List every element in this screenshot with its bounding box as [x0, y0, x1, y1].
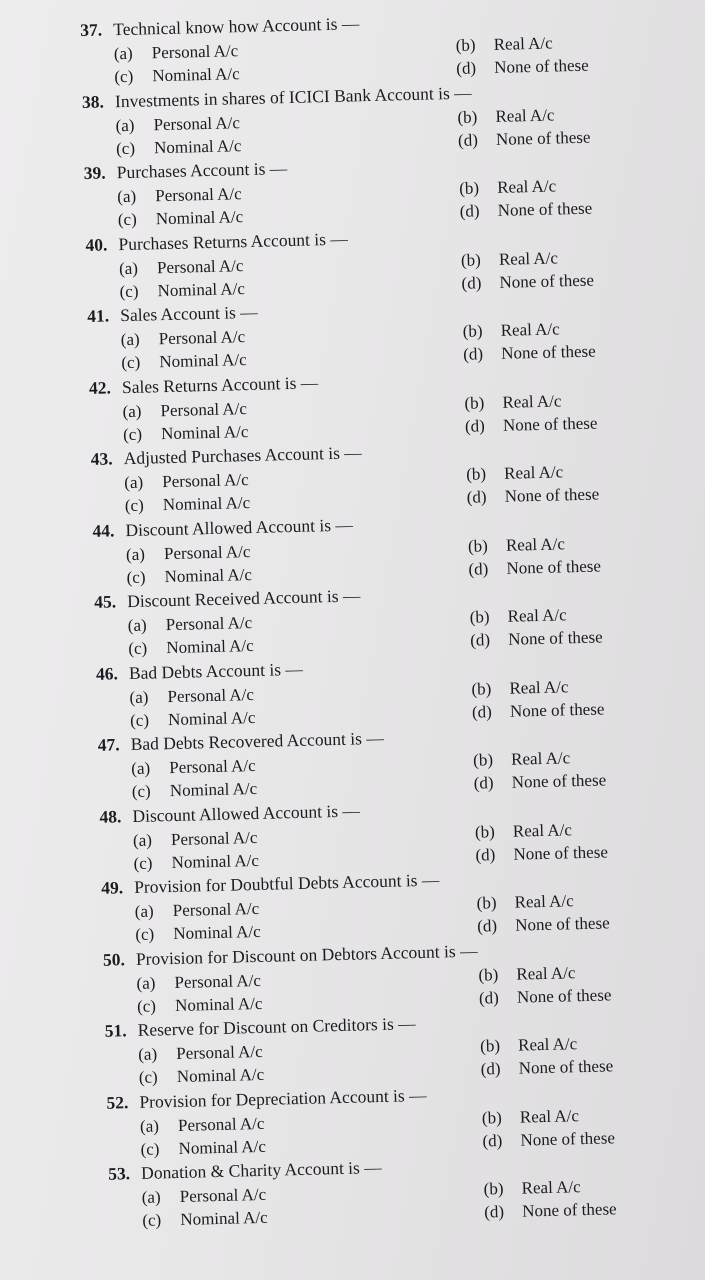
question-number: 39. — [83, 162, 106, 183]
option-b — [475, 820, 572, 842]
option-text: Real A/c — [517, 1034, 578, 1055]
option-text: Personal A/c — [169, 755, 256, 778]
question-text: Discount Allowed Account is — — [132, 799, 361, 826]
question-number: 46. — [95, 662, 119, 684]
option-label: (a) — [115, 115, 135, 135]
option-text: Personal A/c — [151, 41, 239, 63]
question-text: Discount Received Account is — — [126, 585, 361, 612]
option-text: Personal A/c — [160, 398, 248, 420]
option-c — [128, 636, 254, 659]
option-label: (c) — [124, 495, 144, 516]
option-text: Nominal A/c — [173, 921, 261, 944]
question-text: Bad Debts Account is — — [128, 658, 304, 683]
option-text: None of these — [494, 55, 589, 77]
option-b — [483, 1177, 580, 1199]
option-label: (c) — [142, 1210, 162, 1230]
question-text: Sales Returns Account is — — [121, 371, 319, 397]
option-label: (c) — [128, 638, 148, 659]
option-a — [128, 613, 253, 636]
option-text: Personal A/c — [162, 470, 249, 492]
option-label: (a) — [113, 43, 133, 64]
option-text: Nominal A/c — [169, 778, 258, 801]
question-number: 53. — [107, 1163, 131, 1184]
option-text: Personal A/c — [153, 112, 241, 134]
option-label: (d) — [483, 1202, 505, 1222]
option-a — [114, 41, 239, 64]
question-text: Sales Account is — — [119, 301, 258, 326]
option-label: (d) — [482, 1130, 503, 1151]
option-text: None of these — [521, 1199, 617, 1221]
option-text: Personal A/c — [179, 1184, 267, 1206]
option-a — [136, 970, 261, 993]
option-label: (a) — [120, 329, 140, 350]
option-a — [126, 542, 251, 565]
option-c — [142, 1208, 268, 1231]
option-c — [123, 422, 249, 445]
option-text: Real A/c — [519, 1105, 580, 1127]
option-label: (a) — [131, 758, 151, 779]
question-number: 44. — [92, 519, 115, 541]
question-number: 37. — [79, 19, 103, 41]
option-d — [458, 127, 591, 150]
option-text: Nominal A/c — [157, 278, 246, 300]
question-text: Purchases Account is — — [116, 158, 288, 183]
option-label: (b) — [464, 392, 485, 413]
option-label: (b) — [478, 964, 499, 985]
question-text: Investments in shares of ICICI Bank Account is — — [114, 82, 472, 111]
option-label: (d) — [480, 1059, 501, 1079]
option-d — [482, 1128, 615, 1151]
question-number: 50. — [102, 948, 126, 970]
option-label: (c) — [119, 281, 139, 301]
question-number: 51. — [104, 1020, 127, 1041]
option-label: (c) — [140, 1138, 160, 1159]
option-label: (c) — [114, 66, 134, 87]
option-text: Real A/c — [510, 748, 571, 769]
option-label: (b) — [483, 1179, 504, 1199]
question-number: 38. — [81, 90, 105, 112]
option-text: None of these — [516, 984, 612, 1007]
option-text: None of these — [520, 1127, 616, 1150]
option-d — [477, 913, 610, 936]
option-text: Real A/c — [498, 247, 559, 269]
option-a — [133, 827, 258, 850]
option-text: Nominal A/c — [166, 635, 254, 658]
option-a — [115, 113, 240, 136]
option-c — [126, 565, 252, 588]
option-text: None of these — [509, 698, 605, 721]
option-text: Nominal A/c — [159, 350, 247, 372]
option-label: (c) — [135, 924, 155, 944]
option-c — [119, 279, 245, 302]
question-number: 42. — [88, 376, 112, 398]
option-text: None of these — [511, 770, 607, 792]
option-c — [114, 64, 240, 87]
option-label: (b) — [474, 821, 495, 842]
question-text: Donation & Charity Account is — — [140, 1157, 382, 1183]
question-text: Technical know how Account is — — [112, 13, 360, 40]
question-stem — [89, 372, 319, 399]
option-b — [466, 462, 563, 484]
option-text: Personal A/c — [177, 1113, 265, 1135]
option-b — [469, 605, 566, 627]
option-d — [470, 627, 603, 650]
question-list — [0, 5, 705, 1237]
option-text: None of these — [508, 627, 603, 649]
question-text: Bad Debts Recovered Account is — — [130, 727, 385, 755]
option-b — [461, 248, 558, 270]
option-text: Nominal A/c — [180, 1207, 268, 1229]
option-label: (b) — [462, 321, 483, 341]
option-text: Nominal A/c — [171, 850, 260, 872]
option-c — [140, 1136, 266, 1159]
option-label: (c) — [133, 853, 153, 873]
option-text: Real A/c — [495, 104, 555, 126]
option-label: (d) — [471, 701, 493, 722]
option-a — [117, 184, 242, 207]
question-number: 45. — [93, 591, 117, 612]
option-label: (b) — [457, 106, 478, 127]
question-text: Discount Allowed Account is — — [125, 514, 354, 540]
option-text: Real A/c — [496, 176, 557, 197]
option-c — [121, 350, 247, 373]
option-c — [125, 493, 251, 516]
option-label: (a) — [124, 472, 144, 493]
option-label: (d) — [470, 630, 491, 650]
option-d — [465, 413, 598, 436]
option-text: Personal A/c — [172, 898, 260, 921]
question-stem — [87, 302, 258, 327]
question-text: Purchases Returns Account is — — [118, 228, 349, 254]
option-label: (c) — [122, 424, 143, 444]
option-label: (b) — [472, 750, 494, 770]
option-label: (c) — [131, 781, 151, 802]
option-d — [461, 270, 594, 293]
option-text: Personal A/c — [165, 613, 253, 635]
option-b — [478, 963, 575, 985]
question-number: 40. — [85, 233, 108, 255]
option-text: Personal A/c — [170, 827, 258, 849]
option-b — [473, 748, 570, 770]
option-text: None of these — [513, 841, 609, 864]
question-text: Adjusted Purchases Account is — — [123, 442, 363, 469]
option-label: (a) — [122, 401, 142, 421]
option-c — [116, 136, 242, 159]
option-text: Real A/c — [503, 462, 564, 483]
question-number: 49. — [100, 877, 124, 898]
option-b — [471, 677, 568, 699]
option-label: (a) — [134, 901, 154, 921]
option-text: Real A/c — [500, 319, 560, 340]
question-stem — [80, 13, 360, 41]
option-text: Nominal A/c — [164, 564, 253, 586]
option-text: Nominal A/c — [178, 1136, 267, 1158]
option-a — [138, 1042, 263, 1065]
option-label: (b) — [460, 249, 482, 270]
option-d — [480, 1056, 613, 1079]
option-text: Personal A/c — [167, 684, 255, 706]
option-d — [474, 770, 607, 793]
option-label: (a) — [127, 615, 147, 636]
option-d — [460, 199, 593, 222]
option-d — [484, 1199, 617, 1222]
option-label: (d) — [476, 916, 498, 936]
question-number: 41. — [86, 305, 110, 326]
question-text: Provision for Discount on Debtors Account is — — [135, 940, 478, 969]
option-text: Real A/c — [509, 676, 569, 698]
option-c — [133, 850, 259, 873]
option-text: Real A/c — [502, 390, 562, 412]
option-text: None of these — [502, 413, 598, 435]
option-label: (d) — [466, 487, 487, 507]
question-stem — [96, 658, 303, 684]
question-text: Reserve for Discount on Creditors is — — [137, 1013, 416, 1040]
option-text: Nominal A/c — [152, 64, 240, 86]
option-d — [472, 699, 605, 722]
option-text: Nominal A/c — [162, 493, 251, 515]
option-text: Personal A/c — [156, 255, 244, 277]
option-text: Real A/c — [505, 533, 566, 555]
option-text: Nominal A/c — [167, 707, 256, 729]
option-label: (c) — [129, 710, 150, 730]
option-a — [122, 399, 247, 422]
option-text: None of these — [501, 341, 596, 363]
option-b — [482, 1106, 579, 1128]
option-a — [140, 1113, 265, 1136]
option-label: (d) — [463, 344, 484, 364]
option-text: Personal A/c — [155, 184, 242, 206]
option-label: (b) — [479, 1036, 501, 1056]
option-label: (b) — [455, 35, 476, 55]
option-text: Nominal A/c — [174, 993, 263, 1015]
option-c — [137, 993, 263, 1016]
option-label: (c) — [138, 1067, 158, 1087]
option-a — [119, 256, 244, 279]
option-d — [456, 56, 589, 79]
option-label: (a) — [136, 972, 156, 993]
option-a — [135, 899, 260, 922]
option-a — [131, 756, 256, 779]
option-b — [476, 891, 573, 913]
option-c — [139, 1065, 265, 1088]
question-text: Provision for Doubtful Debts Account is — — [133, 869, 440, 897]
option-b — [462, 319, 559, 341]
option-d — [467, 485, 600, 508]
option-c — [132, 779, 258, 802]
option-text: None of these — [518, 1056, 614, 1078]
question-number: 43. — [90, 448, 113, 469]
option-label: (a) — [141, 1187, 161, 1207]
option-label: (d) — [461, 272, 482, 293]
option-label: (b) — [469, 607, 490, 627]
option-label: (d) — [473, 773, 494, 793]
option-a — [129, 685, 254, 708]
option-text: Nominal A/c — [160, 421, 249, 443]
option-label: (d) — [456, 58, 477, 78]
option-text: None of these — [514, 913, 610, 935]
option-label: (c) — [126, 567, 146, 587]
question-number: 52. — [106, 1091, 129, 1113]
option-text: None of these — [497, 198, 593, 220]
option-text: Personal A/c — [174, 970, 262, 992]
option-a — [121, 327, 246, 350]
option-label: (c) — [121, 352, 141, 373]
option-label: (a) — [129, 687, 149, 707]
option-text: Personal A/c — [163, 541, 251, 563]
option-a — [124, 470, 249, 493]
option-text: None of these — [504, 484, 600, 506]
option-text: Real A/c — [521, 1177, 581, 1198]
option-c — [130, 707, 256, 730]
option-text: Real A/c — [512, 819, 573, 841]
option-label: (c) — [136, 995, 157, 1016]
option-text: Real A/c — [507, 605, 567, 626]
question-number: 47. — [97, 734, 120, 755]
option-text: None of these — [506, 555, 602, 578]
option-b — [455, 34, 552, 56]
option-text: Real A/c — [493, 33, 553, 54]
option-c — [135, 922, 261, 945]
option-label: (b) — [481, 1107, 502, 1128]
option-label: (a) — [125, 544, 146, 564]
option-text: Nominal A/c — [153, 135, 242, 157]
option-label: (d) — [464, 415, 486, 436]
option-d — [479, 985, 612, 1008]
question-text: Provision for Depreciation Account is — — [139, 1084, 427, 1112]
question-stem — [83, 158, 287, 184]
option-label: (d) — [478, 987, 500, 1008]
option-label: (a) — [118, 258, 139, 278]
option-label: (b) — [458, 178, 480, 198]
option-text: Nominal A/c — [176, 1064, 265, 1086]
option-label: (b) — [467, 535, 488, 556]
option-text: None of these — [499, 270, 595, 292]
option-label: (a) — [138, 1044, 158, 1064]
option-label: (d) — [459, 201, 480, 221]
option-text: Personal A/c — [158, 327, 246, 349]
option-label: (a) — [132, 830, 153, 850]
option-text: Real A/c — [514, 891, 574, 912]
option-b — [464, 391, 561, 413]
option-c — [118, 207, 244, 230]
option-label: (d) — [475, 844, 496, 865]
option-d — [468, 556, 601, 579]
option-text: Nominal A/c — [155, 207, 244, 229]
option-label: (d) — [468, 558, 489, 579]
option-label: (b) — [465, 464, 487, 484]
option-text: Real A/c — [516, 962, 576, 984]
option-label: (c) — [115, 138, 136, 158]
question-number: 48. — [99, 805, 122, 827]
option-d — [475, 842, 608, 865]
option-a — [142, 1185, 267, 1208]
option-text: Personal A/c — [176, 1041, 263, 1063]
option-label: (d) — [457, 129, 479, 150]
option-text: None of these — [495, 127, 591, 149]
option-label: (b) — [471, 678, 492, 699]
option-b — [468, 534, 565, 556]
option-b — [457, 105, 554, 127]
option-b — [480, 1034, 577, 1056]
option-d — [463, 342, 596, 365]
option-b — [459, 176, 556, 198]
option-label: (c) — [117, 209, 137, 230]
option-label: (b) — [476, 893, 497, 913]
option-label: (a) — [139, 1115, 160, 1136]
option-label: (a) — [117, 186, 137, 207]
